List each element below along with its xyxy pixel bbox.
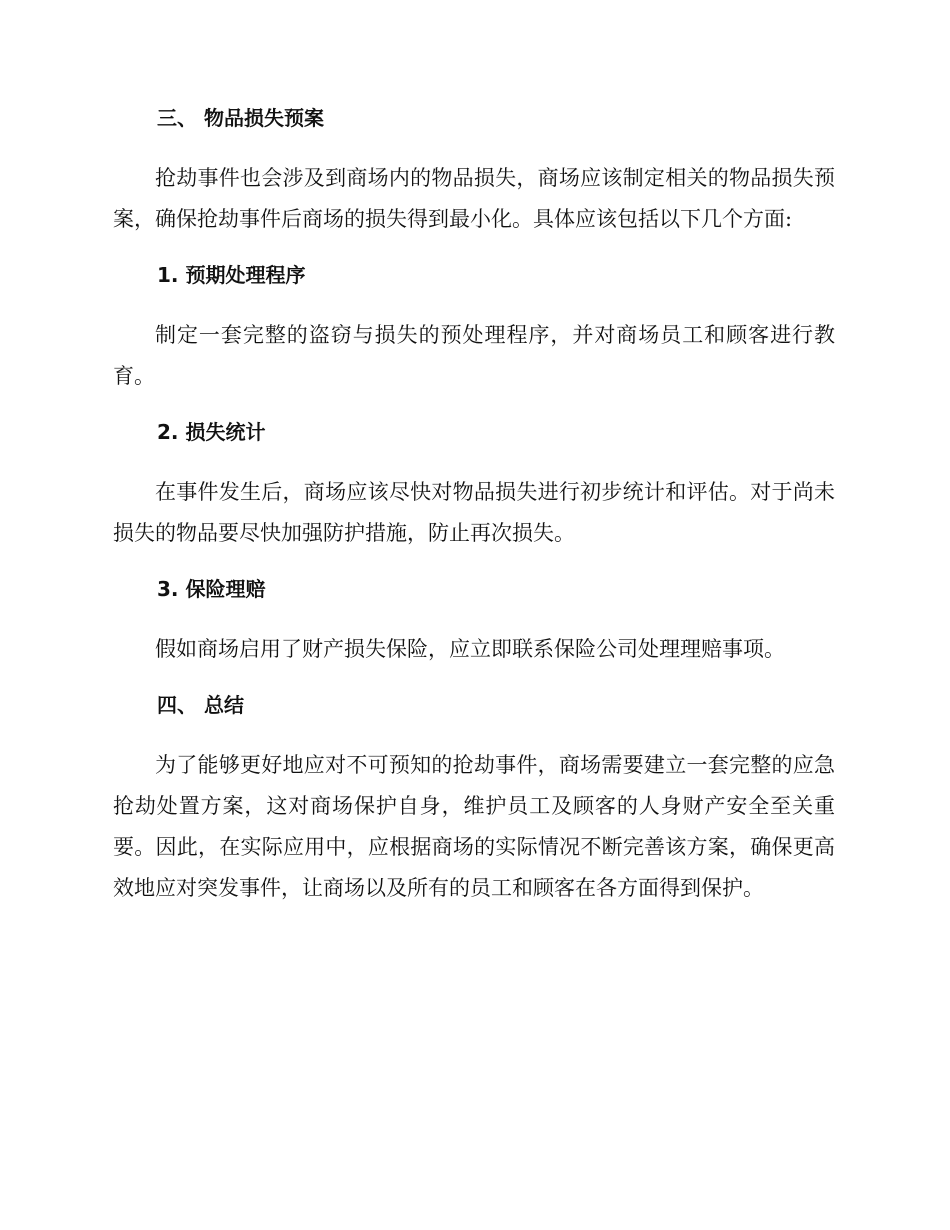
section-3-intro: 抢劫事件也会涉及到商场内的物品损失，商场应该制定相关的物品损失预案，确保抢劫事件后商场的损失得到最小化。具体应该包括以下几个方面: xyxy=(113,166,835,231)
section-4-text: 为了能够更好地应对不可预知的抢劫事件，商场需要建立一套完整的应急抢劫处置方案，这对商场保护自身，维护员工及顾客的人身财产安全至关重要。因此，在实际应用中，应根据商场的实际情况不断完善该方案，确保更高效地应对突发事件，让商场以及所有的员工和顾客在各方面得到保护。 xyxy=(113,753,835,900)
item-3-text: 假如商场启用了财产损失保险，应立即联系保险公司处理理赔事项。 xyxy=(155,637,785,661)
item-2-text: 在事件发生后，商场应该尽快对物品损失进行初步统计和评估。对于尚未损失的物品要尽快加强防护措施，防止再次损失。 xyxy=(113,480,835,545)
item-1-text: 制定一套完整的盗窃与损失的预处理程序，并对商场员工和顾客进行教育。 xyxy=(113,323,835,388)
item-1-title: 1. 预期处理程序 xyxy=(157,263,306,287)
section-4-heading: 四、 总结 xyxy=(157,693,244,717)
section-3-heading: 三、 物品损失预案 xyxy=(157,106,324,130)
item-3-title: 3. 保险理赔 xyxy=(157,577,266,601)
document-body xyxy=(113,104,835,909)
item-2-title: 2. 损失统计 xyxy=(157,420,266,444)
